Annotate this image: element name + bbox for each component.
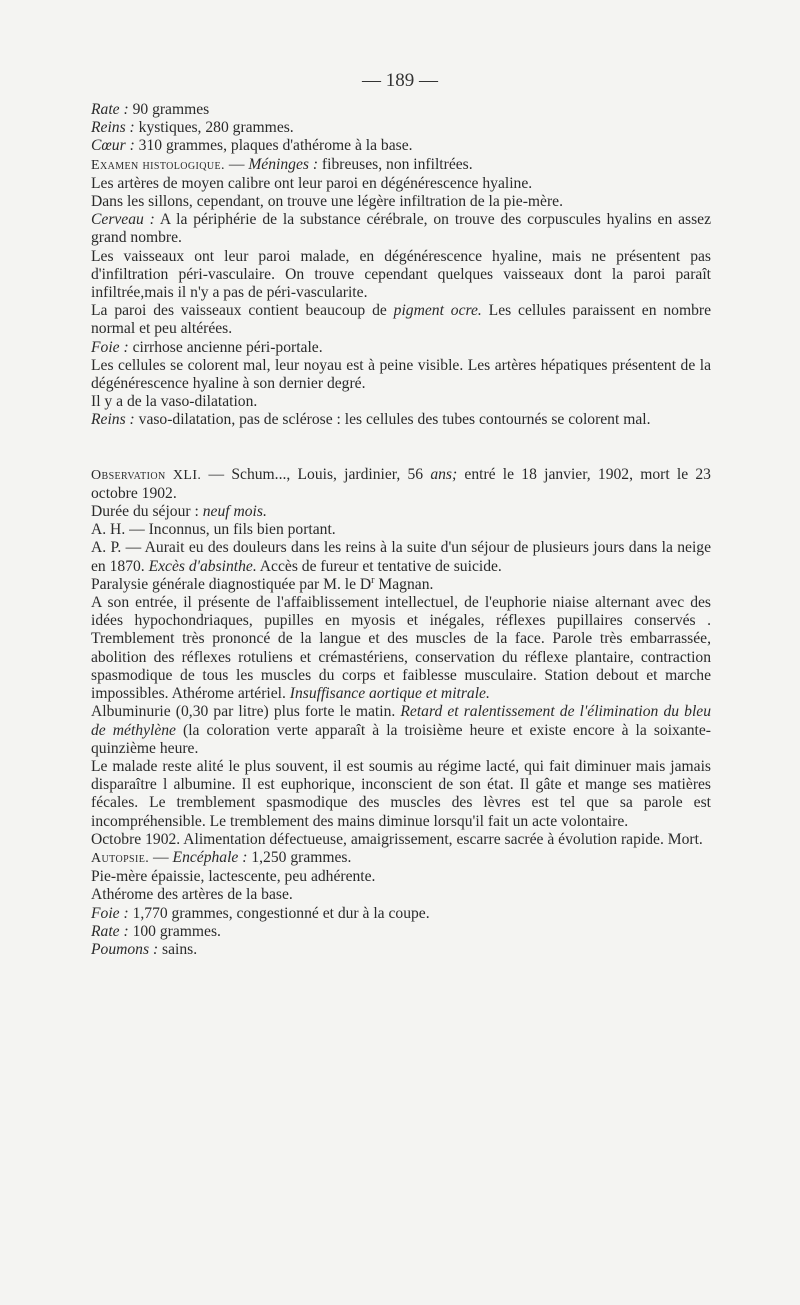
paragraph: Il y a de la vaso-dilatation.	[91, 393, 258, 411]
section-heading: Examen histologique.	[91, 157, 225, 173]
paragraph: A. H. — Inconnus, un fils bien portant.	[91, 521, 336, 539]
text: 100 grammes.	[128, 922, 221, 940]
paragraph	[91, 905, 711, 923]
paragraph	[91, 119, 711, 137]
text: 90 grammes	[128, 101, 210, 118]
text: —	[224, 155, 249, 173]
organ-label: Encéphale :	[172, 848, 248, 866]
organ-label: Méninges :	[248, 155, 319, 173]
text: A la périphérie de la substance cérébrale, on trouve des corpuscules hyalins en assez grand nombre.	[91, 211, 712, 247]
organ-label: Reins :	[91, 411, 135, 429]
paragraph	[91, 101, 711, 119]
text: sains.	[158, 940, 198, 958]
paragraph: Octobre 1902. Alimentation défectueuse, amaigrissement, escarre sacrée à évolution rapide. Mort.	[91, 830, 703, 848]
observation-heading	[91, 466, 711, 503]
text: — Schum..., Louis, jardinier, 56	[201, 465, 431, 483]
page-number: — 189 —	[362, 70, 438, 91]
text: A son entrée, il présente de l'affaiblissement intellectuel, de l'euphorie niaise alternant avec des idées hypochondriaques, pupilles en myosis et inégales, réflexes pupillaires conservés . Tremblement très prononcé de la langue et des muscles de la face. Parole très embarrassée, abolition des réflexes rotuliens et crémastériens, conservation du réflexe plantaire, contraction spasmodique de tous les muscles du corps et faiblesse musculaire. Station debout et marche impossibles. Athérome artériel.	[91, 594, 711, 703]
text: cirrhose ancienne péri-portale.	[128, 338, 323, 356]
text: fibreuses, non infiltrées.	[318, 155, 473, 173]
text: Durée du séjour :	[91, 503, 203, 521]
text: kystiques, 280 grammes.	[134, 119, 294, 137]
paragraph	[91, 211, 711, 247]
paragraph: Dans les sillons, cependant, on trouve une légère infiltration de la pie-mère.	[91, 193, 563, 211]
paragraph: Les cellules se colorent mal, leur noyau est à peine visible. Les artères hépatiques présentent de la dégénérescence hyaline à son dernier degré.	[91, 356, 711, 393]
organ-label: Cœur :	[91, 137, 135, 155]
text: 1,250 grammes.	[247, 848, 352, 866]
text-body	[91, 101, 711, 959]
paragraph: Les vaisseaux ont leur paroi malade, en dégénérescence hyaline, mais ne présentent pas d'infiltration péri-vasculaire. On trouve cependant quelques vaisseaux dont la paroi paraît infiltrée,mais il n'y a pas de péri-vascularite.	[91, 247, 711, 302]
organ-label: Foie :	[91, 338, 129, 356]
organ-label: Foie :	[91, 904, 129, 922]
paragraph	[91, 703, 711, 758]
observation-title: Observation XLI.	[91, 467, 202, 483]
paragraph: Athérome des artères de la base.	[91, 886, 293, 904]
text: Magnan.	[374, 575, 434, 593]
paragraph	[91, 503, 711, 521]
text: Accès de fureur et tentative de suicide.	[256, 557, 502, 575]
text: 1,770 grammes, congestionné et dur à la coupe.	[128, 904, 430, 922]
emphasis: ans;	[430, 465, 458, 483]
text: vaso-dilatation, pas de sclérose : les cellules des tubes contournés se colorent mal.	[134, 411, 651, 429]
paragraph	[91, 411, 711, 429]
text: Les cellules paraissent en nombre normal et peu altérées.	[91, 302, 711, 338]
organ-label: Poumons :	[91, 940, 159, 958]
superscript: r	[371, 574, 375, 586]
organ-label: Cerveau :	[91, 211, 155, 229]
paragraph	[91, 576, 711, 594]
text: Albuminurie (0,30 par litre) plus forte le matin.	[91, 703, 401, 721]
paragraph	[91, 137, 711, 155]
emphasis: neuf mois.	[202, 503, 267, 521]
paragraph: Les artères de moyen calibre ont leur paroi en dégénérescence hyaline.	[91, 174, 533, 192]
organ-label: Rate :	[91, 101, 129, 118]
paragraph	[91, 539, 711, 575]
text: —	[149, 848, 173, 866]
paragraph	[91, 156, 711, 175]
paragraph: Pie-mère épaissie, lactescente, peu adhérente.	[91, 868, 376, 886]
paragraph	[91, 849, 711, 868]
organ-label: Reins :	[91, 119, 135, 137]
paragraph	[91, 339, 711, 357]
text: (la coloration verte apparaît à la troisième heure et existe encore à la soixante-quinzième heure.	[91, 721, 711, 757]
emphasis: Excès d'absinthe.	[148, 557, 257, 575]
paragraph	[91, 594, 711, 703]
emphasis: Insuffisance aortique et mitrale.	[289, 685, 490, 703]
emphasis: pigment ocre.	[393, 302, 482, 320]
text: A. P. — Aurait eu des douleurs dans les reins à la suite d'un séjour de plusieurs jours dans la neige en 1870.	[91, 539, 711, 575]
emphasis: Retard et ralentissement de l'élimination du bleu de méthylène	[91, 703, 711, 739]
organ-label: Rate :	[91, 922, 129, 940]
section-heading: Autopsie.	[91, 850, 150, 866]
paragraph: Le malade reste alité le plus souvent, il est soumis au régime lacté, qui fait diminuer mais jamais disparaître l albumine. Il est euphorique, inconscient de son état. Il gâte et mange ses matières fécales. Le tremblement spasmodique des muscles des lèvres est tel que sa parole est incompréhensible. Le tremblement des mains diminue lorsqu'il fait un acte volontaire.	[91, 757, 711, 830]
paragraph	[91, 302, 711, 338]
text: entré le 18 janvier, 1902, mort le 23 octobre 1902.	[91, 465, 711, 502]
text: Paralysie générale diagnostiquée par M. le D	[91, 575, 372, 593]
text: La paroi des vaisseaux contient beaucoup de	[91, 302, 394, 320]
text: 310 grammes, plaques d'athérome à la base.	[134, 137, 413, 155]
paragraph	[91, 941, 711, 959]
paragraph	[91, 923, 711, 941]
